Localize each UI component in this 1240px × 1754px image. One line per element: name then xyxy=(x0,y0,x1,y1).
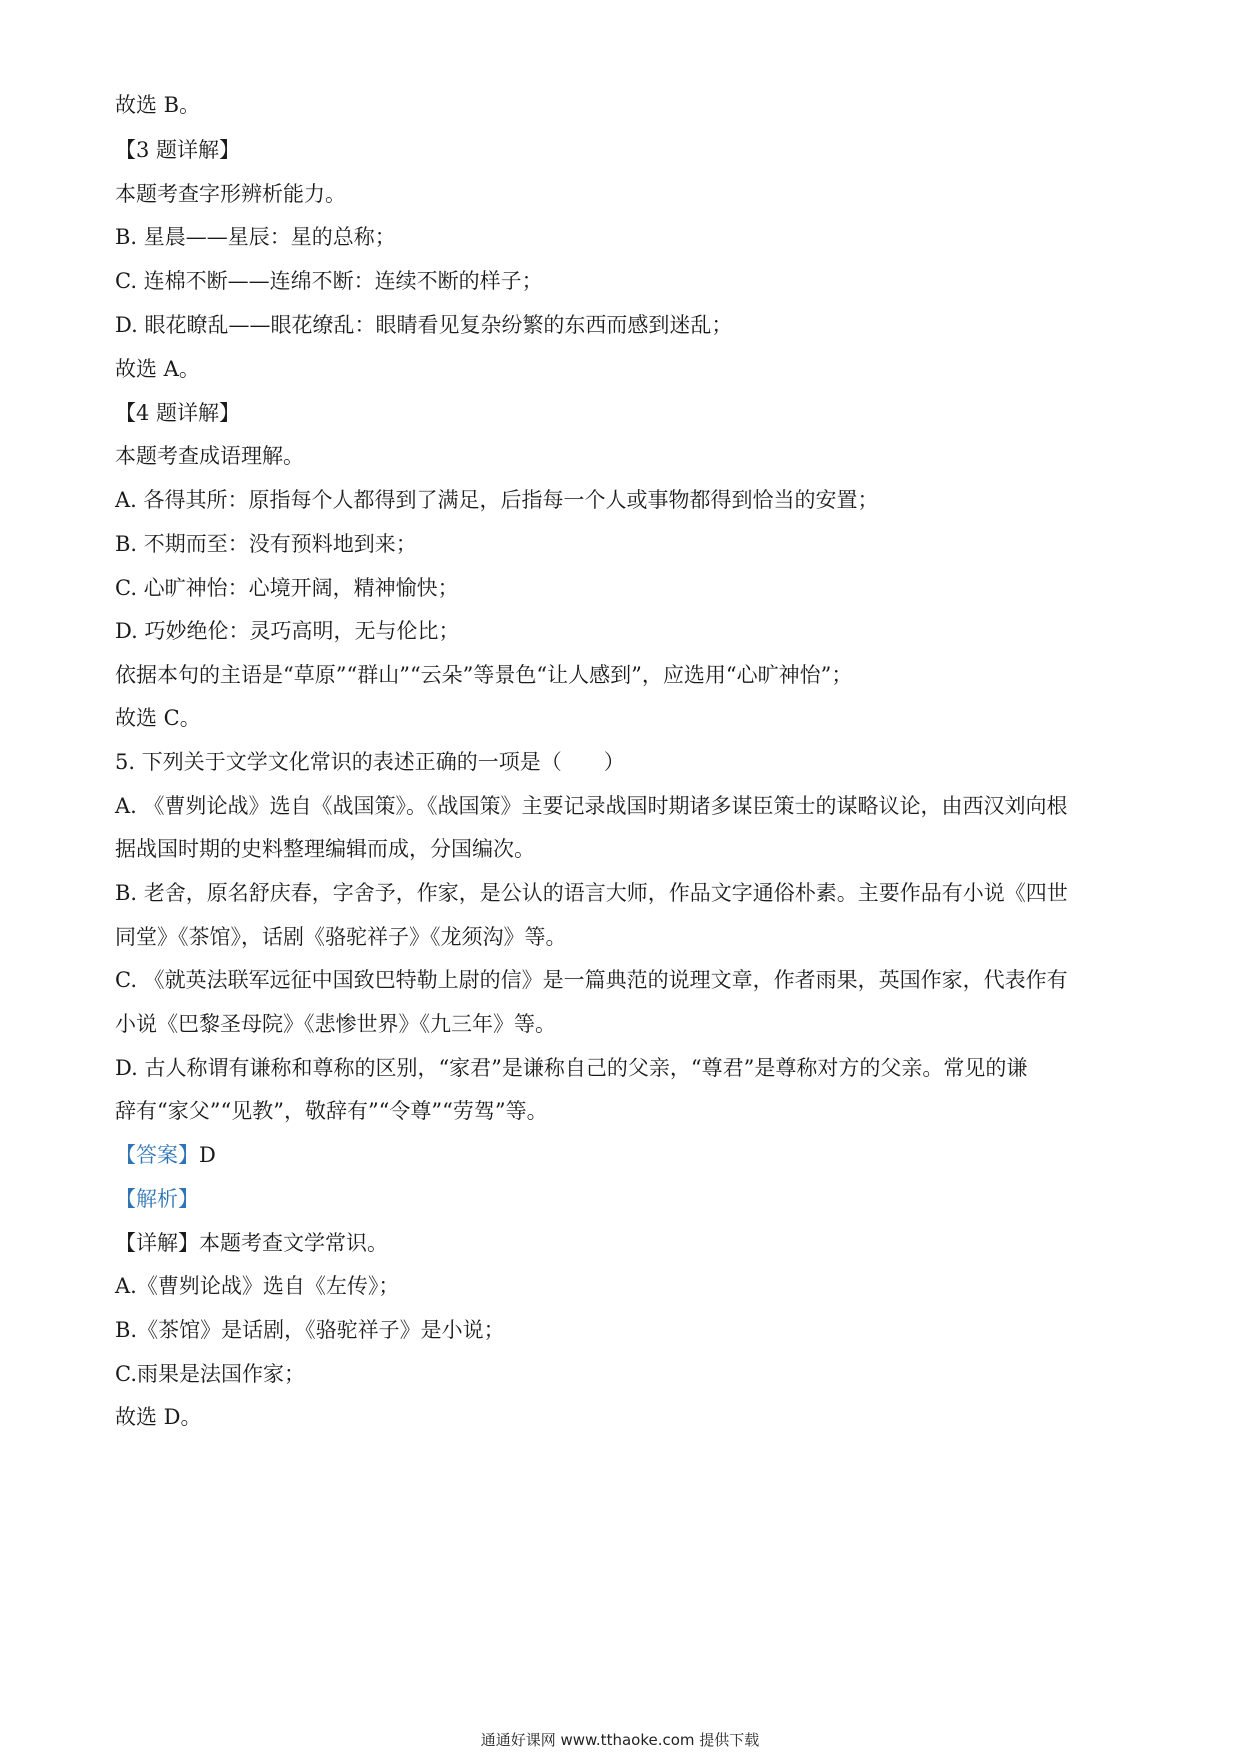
text-line: B. 星晨——星辰：星的总称； xyxy=(115,225,396,249)
text-line: B. 不期而至：没有预料地到来； xyxy=(115,532,417,556)
option-a-line-2: 据战国时期的史料整理编辑而成，分国编次。 xyxy=(115,837,535,861)
detail-line: 故选 D。 xyxy=(115,1405,202,1429)
detail-line: B.《茶馆》是话剧，《骆驼祥子》是小说； xyxy=(115,1318,505,1342)
option-a-line-1: A. 《曹刿论战》选自《战国策》。《战国策》主要记录战国时期诸多谋臣策士的谋略议论，由西汉刘向根 xyxy=(115,794,1068,818)
text-line: 故选 B。 xyxy=(115,93,201,117)
question-title: 5. 下列关于文学文化常识的表述正确的一项是（ ） xyxy=(115,750,625,774)
text-line: C. 心旷神怡：心境开阔，精神愉快； xyxy=(115,576,459,600)
text-line: 故选 C。 xyxy=(115,706,201,730)
option-d-line-1: D. 古人称谓有谦称和尊称的区别，“家君”是谦称自己的父亲，“尊君”是尊称对方的父亲。常见的谦 xyxy=(115,1056,1028,1080)
section-heading: 【4 题详解】 xyxy=(115,401,241,425)
answer-label: 【答案】 xyxy=(115,1143,199,1167)
page-footer: 通通好课网 www.tthaoke.com 提供下载 xyxy=(480,1731,760,1749)
text-line: 依据本句的主语是“草原”“群山”“云朵”等景色“让人感到”，应选用“心旷神怡”； xyxy=(115,663,853,687)
text-line: 故选 A。 xyxy=(115,357,200,381)
option-c-line-2: 小说《巴黎圣母院》《悲惨世界》《九三年》等。 xyxy=(115,1012,556,1036)
text-line: C. 连棉不断——连绵不断：连续不断的样子； xyxy=(115,269,543,293)
text-line: D. 眼花瞭乱——眼花缭乱：眼睛看见复杂纷繁的东西而感到迷乱； xyxy=(115,313,733,337)
option-d-line-2: 辞有“家父”“见教”，敬辞有”“令尊”“劳驾”等。 xyxy=(115,1099,548,1123)
detail-line: 【详解】本题考查文学常识。 xyxy=(115,1231,388,1255)
option-c-line-1: C. 《就英法联军远征中国致巴特勒上尉的信》是一篇典范的说理文章，作者雨果，英国作家，代表作有 xyxy=(115,968,1068,992)
text-line: A. 各得其所：原指每个人都得到了满足，后指每一个人或事物都得到恰当的安置； xyxy=(115,488,879,512)
detail-line: C.雨果是法国作家； xyxy=(115,1362,305,1386)
answer-value: D xyxy=(199,1143,216,1167)
text-line: D. 巧妙绝伦：灵巧高明，无与伦比； xyxy=(115,619,460,643)
section-heading: 【3 题详解】 xyxy=(115,138,241,162)
analysis-label: 【解析】 xyxy=(115,1187,199,1211)
text-line: 本题考查成语理解。 xyxy=(115,444,304,468)
detail-line: A.《曹刿论战》选自《左传》； xyxy=(115,1274,400,1298)
option-b-line-1: B. 老舍，原名舒庆春，字舍予，作家，是公认的语言大师，作品文字通俗朴素。主要作品有小说《四世 xyxy=(115,881,1068,905)
answer-line xyxy=(115,1140,1125,1170)
text-line: 本题考查字形辨析能力。 xyxy=(115,182,346,206)
option-b-line-2: 同堂》《茶馆》，话剧《骆驼祥子》《龙须沟》等。 xyxy=(115,925,567,949)
